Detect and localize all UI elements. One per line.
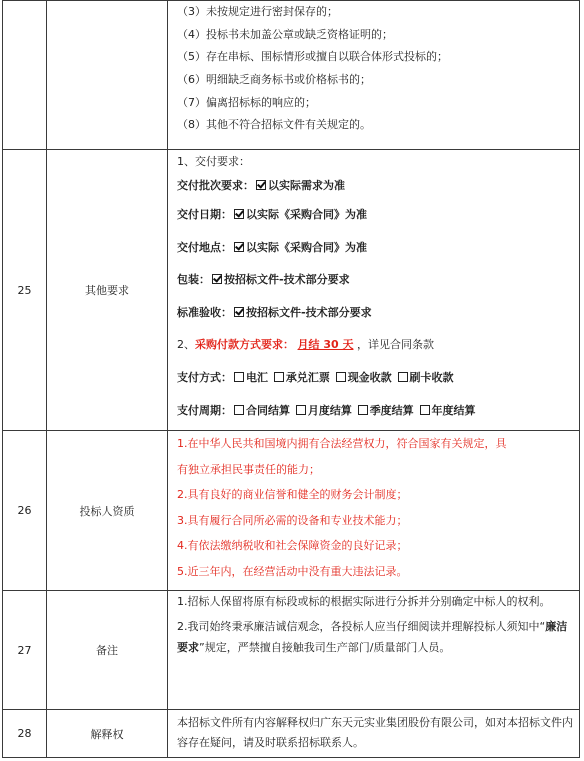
- payment-method-option: 刷卡收款: [409, 370, 454, 384]
- payment-method-option: 承兑汇票: [285, 370, 330, 384]
- table-row-28: [3, 710, 580, 758]
- delivery-date-line: [177, 199, 573, 232]
- payment-cycle-option: 月度结算: [307, 403, 352, 417]
- remark-item: 1.招标人保留将原有标段或标的根据实际进行分拆并分别确定中标人的权利。: [177, 595, 551, 608]
- checkbox-icon[interactable]: [398, 372, 408, 382]
- interpretation-content: [168, 710, 580, 758]
- list-item: （4）投标书未加盖公章或缺乏资格证明的；: [177, 27, 393, 41]
- table-row-25: [3, 150, 580, 431]
- table-row-26: [3, 431, 580, 591]
- delivery-batch-line: [177, 173, 573, 199]
- packaging-line: [177, 264, 573, 297]
- integrity-requirement-term: 廉洁要求: [177, 620, 568, 654]
- continuation-content: [168, 1, 580, 150]
- checkbox-icon[interactable]: [234, 372, 244, 382]
- row-label: 备注: [47, 591, 168, 710]
- qualification-item: 3.具有履行合同所必需的设备和专业技术能力；: [177, 513, 408, 527]
- delivery-place-label: 交付地点：: [177, 240, 232, 254]
- qualification-item: 2.具有良好的商业信誉和健全的财务会计制度；: [177, 488, 408, 502]
- payment-cycle-line: [177, 395, 573, 428]
- delivery-date-label: 交付日期：: [177, 208, 232, 221]
- packaging-label: 包装：: [177, 273, 210, 287]
- qualification-item-cont: 有独立承担民事责任的能力；: [177, 462, 320, 476]
- payment-method-option: 电汇: [246, 370, 268, 384]
- list-item: （5）存在串标、围标情形或擅自以联合体形式投标的；: [177, 50, 448, 64]
- qualification-item: 5.近三年内，在经营活动中没有重大违法记录。: [177, 564, 408, 578]
- remark-text: 2.我司始终秉承廉洁诚信观念，各投标人应当仔细阅读并理解投标人须知中“: [177, 620, 546, 633]
- checked-checkbox-icon[interactable]: [234, 209, 244, 219]
- checkbox-icon[interactable]: [274, 372, 284, 382]
- qualification-item: 1.在中华人民共和国境内拥有合法经营权力，符合国家有关规定，具: [177, 437, 507, 450]
- checkbox-icon[interactable]: [420, 405, 430, 415]
- checkbox-icon[interactable]: [336, 372, 346, 382]
- list-item: （8）其他不符合招标文件有关规定的。: [177, 118, 371, 132]
- packaging-value: 按招标文件-技术部分要求: [224, 273, 350, 287]
- acceptance-line: [177, 297, 573, 330]
- interpretation-text: 本招标文件所有内容解释权归广东天元实业集团股份有限公司，如对本招标文件内容存在疑问，请及时联系招标联系人。: [177, 716, 573, 749]
- row-number-cell: [3, 1, 47, 150]
- list-item: （3）未按规定进行密封保存的；: [177, 5, 338, 18]
- row-number: 26: [3, 431, 47, 591]
- delivery-batch-value: 以实际需求为准: [268, 179, 345, 192]
- payment-terms-label: 采购付款方式要求：: [195, 338, 294, 352]
- checked-checkbox-icon[interactable]: [212, 274, 222, 284]
- row-label: 投标人资质: [47, 431, 168, 591]
- list-item: （6）明细缺乏商务标书或价格标书的；: [177, 73, 371, 87]
- row-number: 28: [3, 710, 47, 758]
- payment-cycle-label: 支付周期：: [177, 403, 232, 417]
- remarks-content: [168, 591, 580, 710]
- row-number: 25: [3, 150, 47, 431]
- table-row-continuation: [3, 1, 580, 150]
- row-number: 27: [3, 591, 47, 710]
- bid-document-table: [2, 0, 580, 758]
- list-item: （7）偏离招标标的响应的；: [177, 95, 316, 109]
- acceptance-value: 按招标文件-技术部分要求: [246, 305, 372, 319]
- delivery-date-value: 以实际《采购合同》为准: [246, 208, 367, 221]
- payment-cycle-option: 合同结算: [246, 403, 290, 417]
- checked-checkbox-icon[interactable]: [234, 307, 244, 317]
- bidder-qualification-content: [168, 431, 580, 591]
- payment-prefix: 2、: [177, 338, 195, 352]
- table-row-27: [3, 591, 580, 710]
- checkbox-icon[interactable]: [234, 405, 244, 415]
- checkbox-icon[interactable]: [358, 405, 368, 415]
- row-label: 其他要求: [47, 150, 168, 431]
- payment-cycle-option: 季度结算: [369, 403, 414, 417]
- payment-method-line: [177, 362, 573, 395]
- payment-method-label: 支付方式：: [177, 370, 232, 384]
- payment-cycle-option: 年度结算: [431, 403, 476, 417]
- row-label: 解释权: [47, 710, 168, 758]
- checked-checkbox-icon[interactable]: [234, 242, 244, 252]
- checkbox-icon[interactable]: [296, 405, 306, 415]
- row-label-cell: [47, 1, 168, 150]
- delivery-heading: 1、交付要求：: [177, 155, 250, 168]
- payment-terms-suffix: ，详见合同条款: [356, 338, 434, 352]
- acceptance-label: 标准验收：: [177, 305, 232, 319]
- checked-checkbox-icon[interactable]: [256, 180, 266, 190]
- payment-terms-line: [177, 329, 573, 362]
- payment-method-option: 现金收款: [347, 370, 392, 384]
- delivery-place-value: 以实际《采购合同》为准: [246, 240, 367, 254]
- delivery-batch-label: 交付批次要求：: [177, 179, 254, 192]
- qualification-item: 4.有依法缴纳税收和社会保障资金的良好记录；: [177, 539, 408, 553]
- payment-terms-value: 月结 30 天: [297, 338, 354, 352]
- other-requirements-content: [168, 150, 580, 431]
- remark-item: [177, 616, 573, 658]
- delivery-place-line: [177, 232, 573, 265]
- remark-text: ”规定，严禁擅自接触我司生产部门/质量部门人员。: [199, 641, 451, 654]
